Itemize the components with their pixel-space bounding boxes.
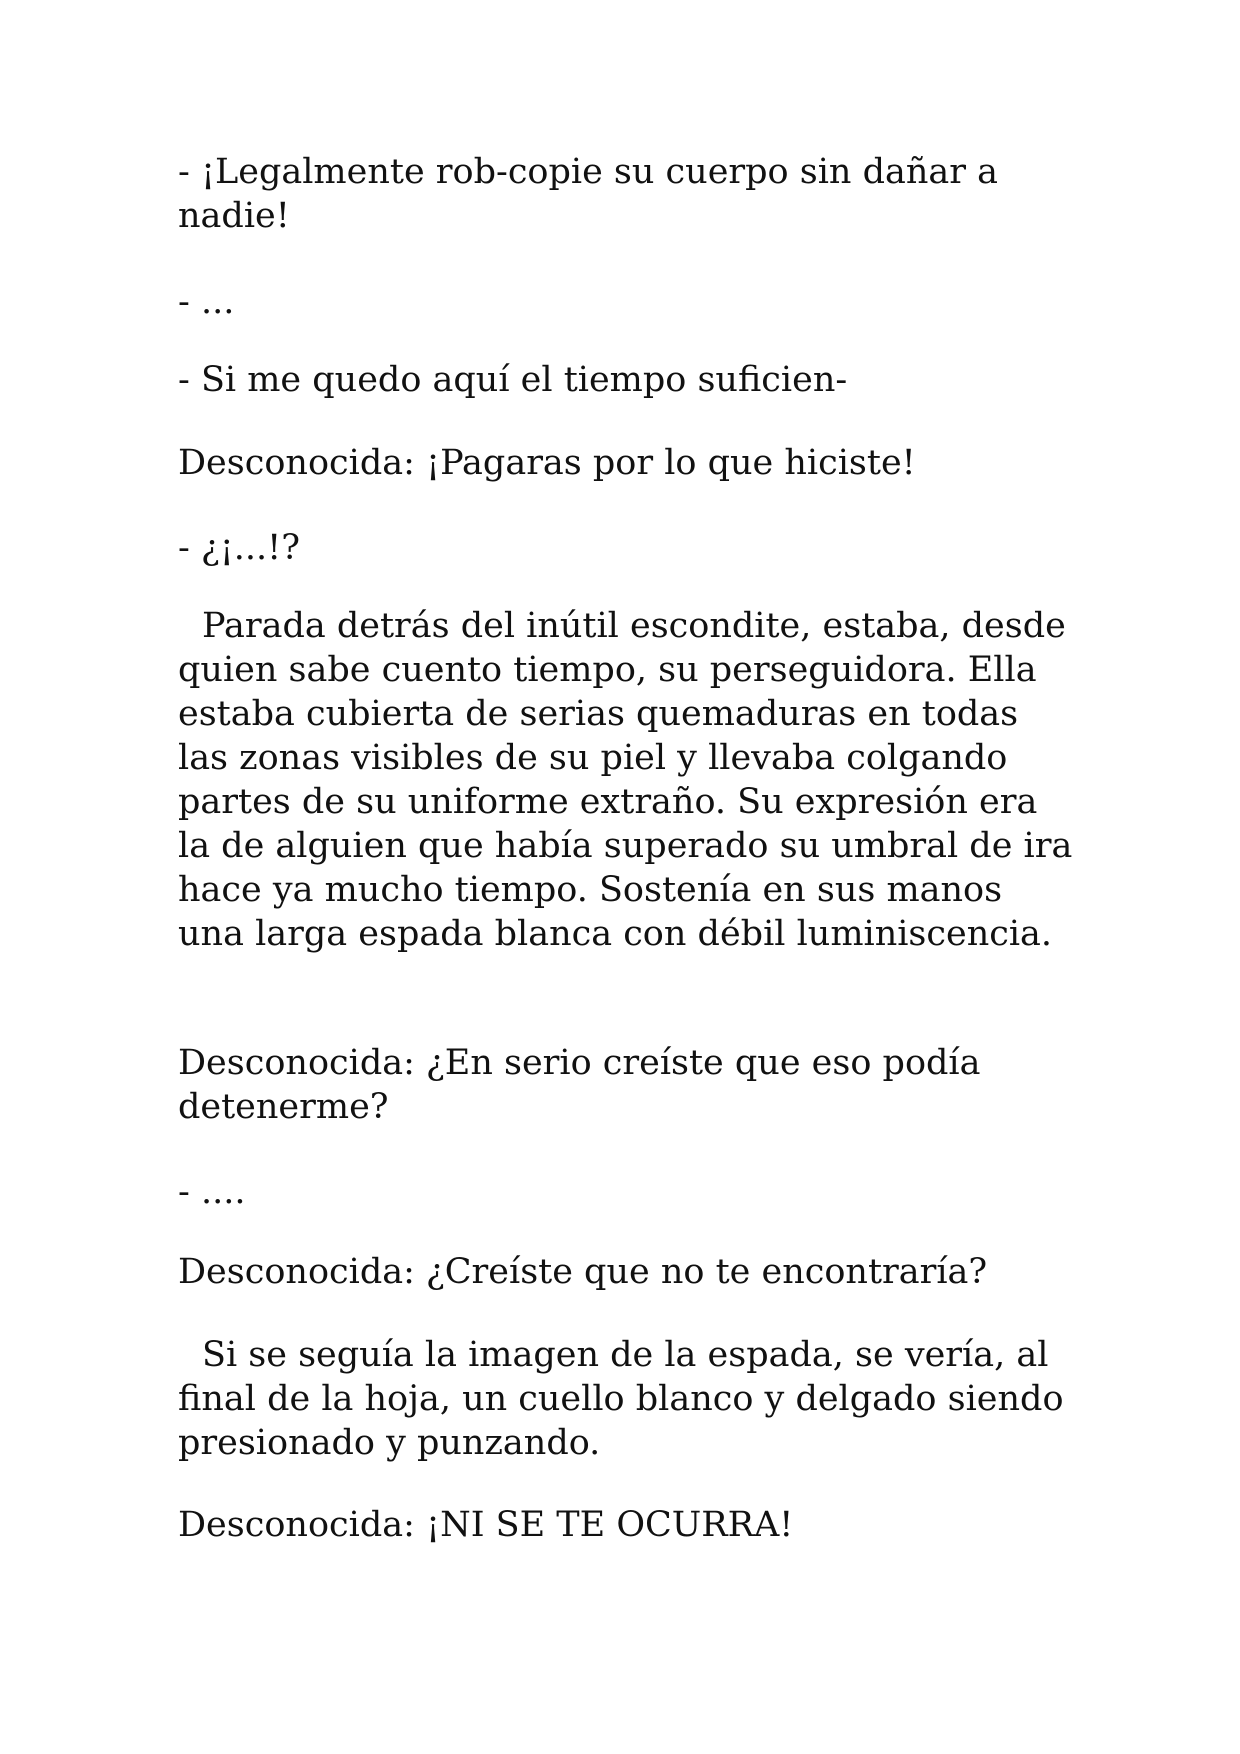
dialogue-line: Desconocida: ¿Creíste que no te encontraría?: [178, 1252, 988, 1292]
dialogue-line: Desconocida: ¡NI SE TE OCURRA!: [178, 1505, 794, 1545]
dialogue-line: - ¡Legalmente rob-copie su cuerpo sin dañar a nadie!: [178, 152, 998, 236]
dialogue-line: Desconocida: ¡Pagaras por lo que hiciste!: [178, 443, 916, 483]
narrative-paragraph: Parada detrás del inútil escondite, estaba, desde quien sabe cuento tiempo, su perseguidora. Ella estaba cubierta de serias quemaduras en todas las zonas visibles de su piel y llevaba colgando partes de su uniforme extraño. Su expresión era la de alguien que había superado su umbral de ira hace ya mucho tiempo. Sostenía en sus manos una larga espada blanca con débil luminiscencia.: [178, 606, 1073, 954]
dialogue-line: Desconocida: ¿En serio creíste que eso podía detenerme?: [178, 1043, 981, 1127]
dialogue-line: - ...: [178, 282, 235, 322]
dialogue-line: - ....: [178, 1172, 246, 1212]
narrative-paragraph: Si se seguía la imagen de la espada, se vería, al final de la hoja, un cuello blanco y delgado siendo presionado y punzando.: [178, 1335, 1064, 1463]
dialogue-line: - ¿¡...!?: [178, 528, 300, 568]
dialogue-line: - Si me quedo aquí el tiempo suficien-: [178, 360, 848, 400]
